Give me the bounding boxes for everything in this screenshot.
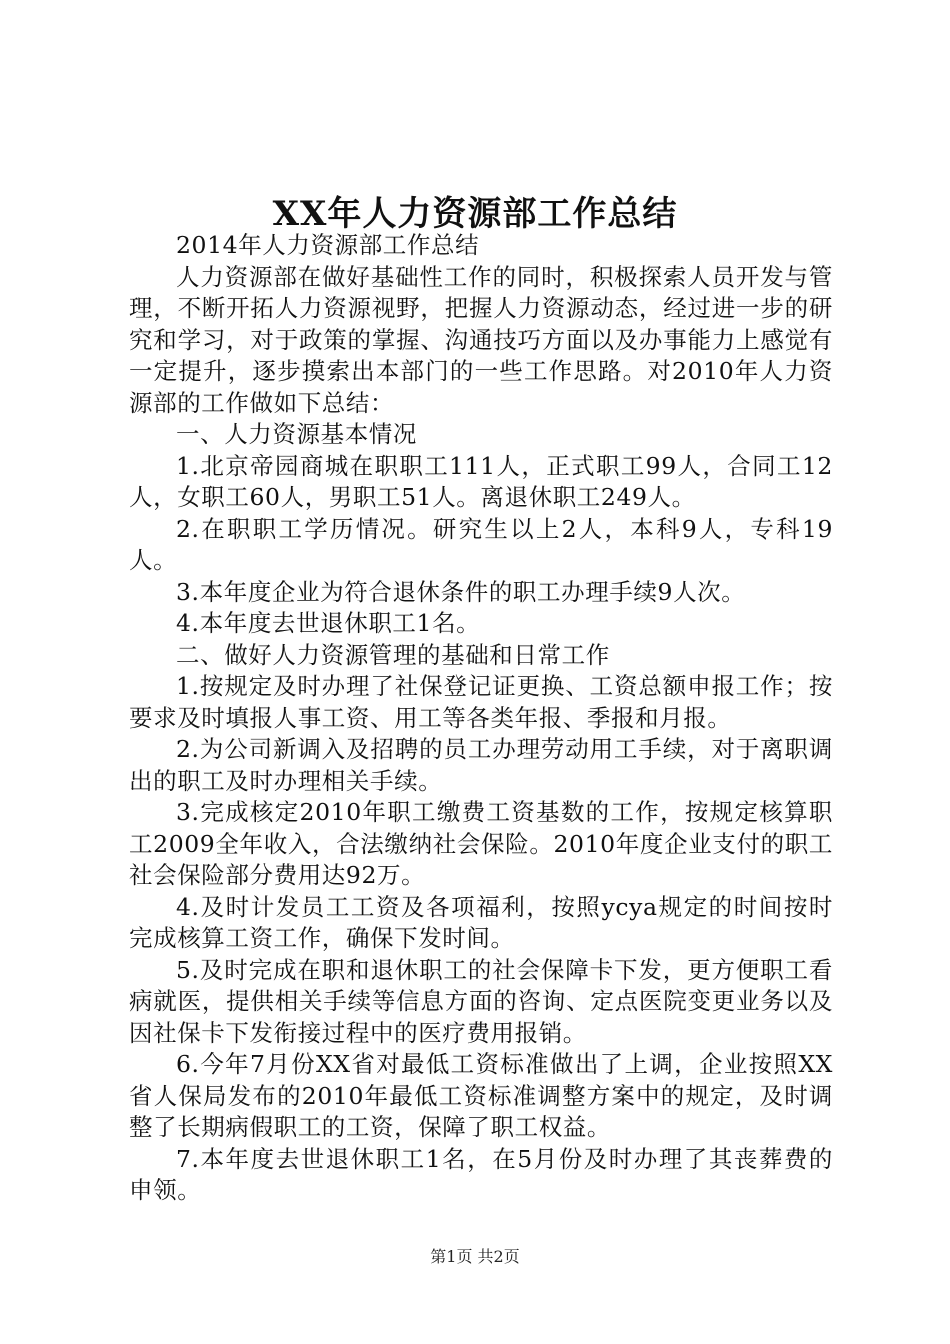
list-item: 6.今年7月份XX省对最低工资标准做出了上调，企业按照XX省人保局发布的2010年最低工资标准调整方案中的规定，及时调整了长期病假职工的工资，保障了职工权益。 bbox=[129, 1050, 833, 1141]
list-item: 4.及时计发员工工资及各项福利，按照ycya规定的时间按时完成核算工资工作，确保下发时间。 bbox=[129, 892, 833, 952]
list-item: 5.及时完成在职和退休职工的社会保障卡下发，更方便职工看病就医，提供相关手续等信息方面的咨询、定点医院变更业务以及因社保卡下发衔接过程中的医疗费用报销。 bbox=[129, 955, 833, 1047]
document-body bbox=[129, 230, 833, 1207]
list-item: 3.完成核定2010年职工缴费工资基数的工作，按规定核算职工2009全年收入，合法缴纳社会保险。2010年度企业支付的职工社会保险部分费用达92万。 bbox=[129, 798, 833, 889]
page-footer: 第1页 共2页 bbox=[430, 1247, 520, 1266]
subtitle-paragraph: 2014年人力资源部工作总结 bbox=[176, 231, 480, 259]
list-item: 2.在职职工学历情况。研究生以上2人，本科9人，专科19人。 bbox=[129, 514, 833, 574]
list-item: 1.北京帝园商城在职职工111人，正式职工99人，合同工12人，女职工60人，男职工51人。离退休职工249人。 bbox=[129, 451, 833, 511]
list-item: 4.本年度去世退休职工1名。 bbox=[176, 609, 481, 637]
intro-paragraph: 人力资源部在做好基础性工作的同时，积极探索人员开发与管理，不断开拓人力资源视野，把握人力资源动态，经过进一步的研究和学习，对于政策的掌握、沟通技巧方面以及办事能力上感觉有一定提升，逐步摸索出本部门的一些工作思路。对2010年人力资源部的工作做如下总结： bbox=[129, 262, 833, 417]
list-item: 7.本年度去世退休职工1名，在5月份及时办理了其丧葬费的申领。 bbox=[129, 1144, 833, 1204]
list-item: 1.按规定及时办理了社保登记证更换、工资总额申报工作；按要求及时填报人事工资、用工等各类年报、季报和月报。 bbox=[129, 672, 833, 732]
section-heading-2: 二、做好人力资源管理的基础和日常工作 bbox=[176, 640, 610, 669]
document-title: XX年人力资源部工作总结 bbox=[272, 194, 678, 234]
list-item: 2.为公司新调入及招聘的员工办理劳动用工手续，对于离职调出的职工及时办理相关手续。 bbox=[129, 735, 833, 795]
section-heading-1: 一、人力资源基本情况 bbox=[176, 420, 417, 448]
list-item: 3.本年度企业为符合退休条件的职工办理手续9人次。 bbox=[176, 577, 746, 606]
